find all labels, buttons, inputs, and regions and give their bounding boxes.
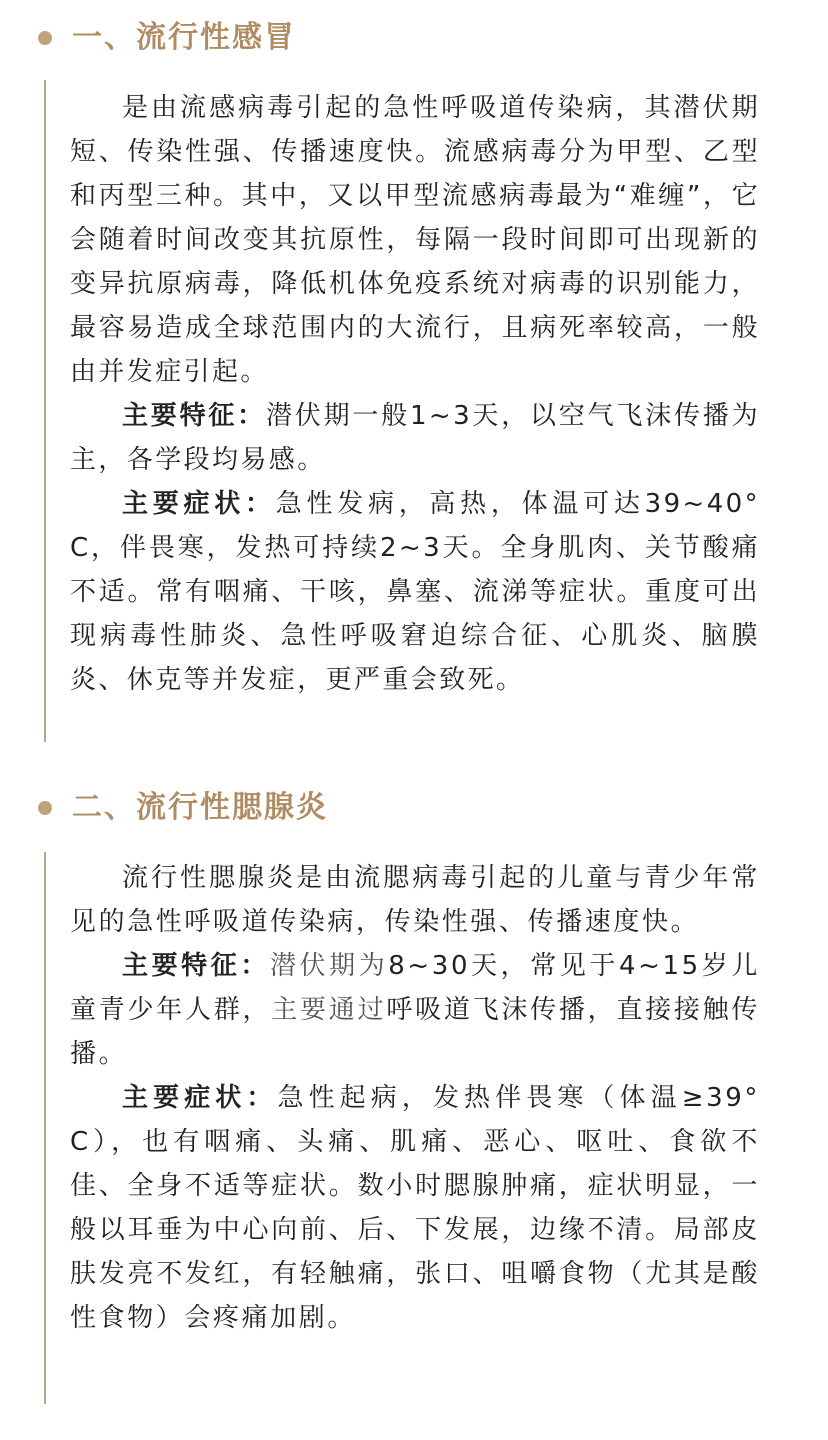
- feature-light-text: 潜伏期为: [269, 951, 389, 981]
- symptom-label: 主要症状：: [122, 1083, 278, 1113]
- intro-paragraph: 流行性腮腺炎是由流腮病毒引起的儿童与青少年常见的急性呼吸道传染病，传染性强、传播速度快。: [70, 863, 760, 937]
- symptom-paragraph: [70, 1076, 760, 1340]
- feature-label: 主要特征：: [122, 401, 266, 431]
- section-title: 二、流行性腮腺炎: [72, 790, 328, 825]
- feature-text: 8~30天，常见于4~15岁儿童青少年人群，: [70, 951, 760, 1025]
- feature-text: 潜伏期一般1~3天，以空气飞沫传播为主，各学段均易感。: [70, 401, 760, 475]
- feature-paragraph: [70, 944, 760, 1076]
- symptom-paragraph: [70, 482, 760, 702]
- feature-label: 主要特征：: [122, 951, 270, 981]
- symptom-text: 急性发病，高热，体温可达39~40°C，伴畏寒，发热可持续2~3天。全身肌肉、关节酸痛不适。常有咽痛、干咳，鼻塞、流涕等症状。重度可出现病毒性肺炎、急性呼吸窘迫综合征、心肌炎、脑膜炎、休克等并发症，更严重会致死。: [70, 489, 760, 695]
- symptom-text: 急性起病，发热伴畏寒（体温≥39°C），也有咽痛、头痛、肌痛、恶心、呕吐、食欲不佳、全身不适等症状。数小时腮腺肿痛，症状明显，一般以耳垂为中心向前、后、下发展，边缘不清。局部皮肤发亮不发红，有轻触痛，张口、咀嚼食物（尤其是酸性食物）会疼痛加剧。: [70, 1083, 760, 1333]
- section-body: [44, 80, 760, 742]
- section-title: 一、流行性感冒: [72, 20, 296, 55]
- symptom-label: 主要症状：: [122, 489, 276, 519]
- section-body: [44, 852, 760, 1404]
- feature-text: 呼吸道飞沫传播，直接接触传播。: [70, 995, 760, 1069]
- bullet-dot-icon: [38, 31, 52, 45]
- feature-light-text: 主要通过: [271, 995, 387, 1025]
- feature-paragraph: [70, 394, 760, 482]
- bullet-dot-icon: [38, 801, 52, 815]
- section-heading: [38, 788, 328, 828]
- intro-paragraph: 是由流感病毒引起的急性呼吸道传染病，其潜伏期短、传染性强、传播速度快。流感病毒分为甲型、乙型和丙型三种。其中，又以甲型流感病毒最为“难缠”，它会随着时间改变其抗原性，每隔一段时间即可出现新的变异抗原病毒，降低机体免疫系统对病毒的识别能力，最容易造成全球范围内的大流行，且病死率较高，一般由并发症引起。: [70, 93, 760, 387]
- section-heading: [38, 18, 296, 58]
